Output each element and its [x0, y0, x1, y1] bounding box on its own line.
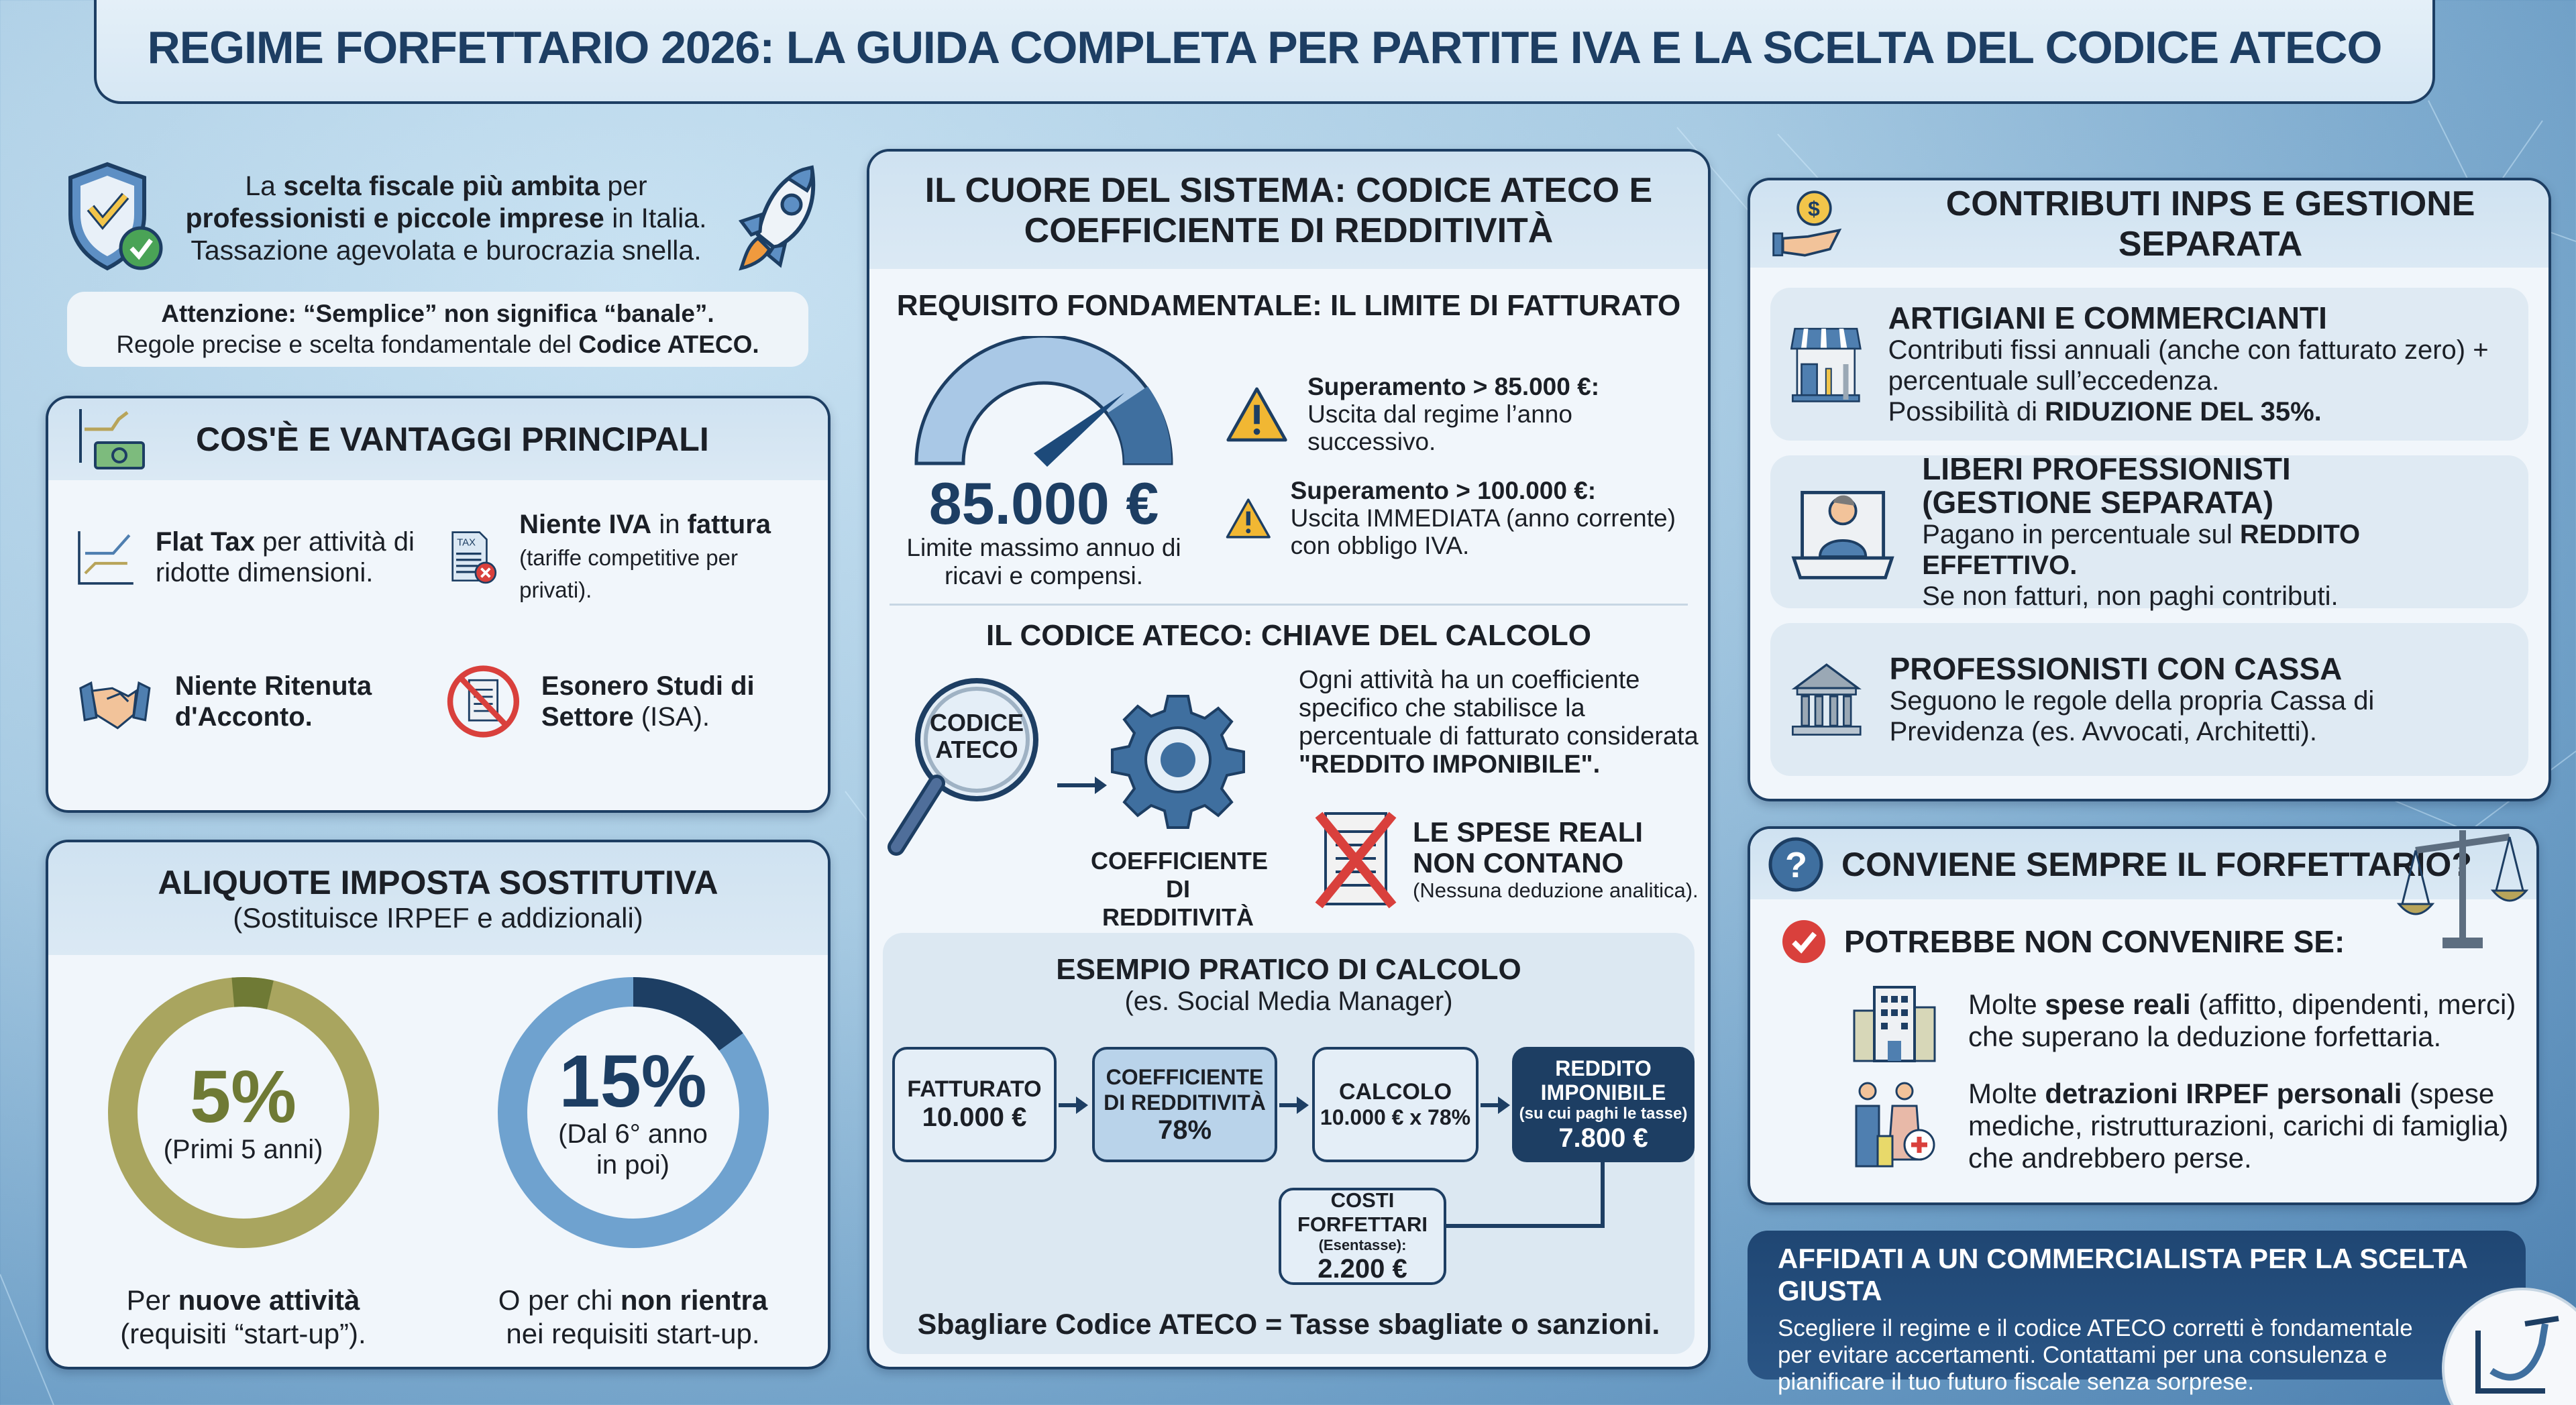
family-medical-icon	[1851, 1079, 1938, 1173]
money-chart-icon	[75, 406, 149, 473]
no-documents-icon	[445, 648, 521, 755]
example-footer: Sbagliare Codice ATECO = Tasse sbagliate o sanzioni.	[917, 1308, 1660, 1341]
convenience-item-spese: Molte spese reali (affitto, dipendenti, merci) che superano la deduzione forfettaria.	[1750, 965, 2536, 1064]
flow-coefficiente: COEFFICIENTE DI REDDITIVITÀ 78%	[1092, 1047, 1277, 1162]
institution-icon	[1790, 642, 1863, 756]
inps-professionisti-cassa: PROFESSIONISTI CON CASSA Seguono le regole della propria Cassa di Previdenza (es. Avvocati, Architetti).	[1770, 623, 2528, 776]
flow-fatturato: FATTURATO 10.000 €	[892, 1047, 1057, 1162]
ateco-title: IL CODICE ATECO: CHIAVE DEL CALCOLO	[985, 619, 1592, 652]
arrow-icon	[1481, 1103, 1507, 1107]
advantage-no-ritenuta: Niente Ritenuta d'Acconto.	[75, 648, 445, 755]
shop-tools-icon	[1790, 304, 1862, 425]
example-title: ESEMPIO PRATICO DI CALCOLO	[1056, 953, 1521, 986]
page-title: REGIME FORFETTARIO 2026: LA GUIDA COMPLETA PER PARTITE IVA E LA SCELTA DEL CODICE ATECO	[147, 21, 2382, 73]
example-subtitle: (es. Social Media Manager)	[1124, 987, 1453, 1016]
limit-section	[869, 323, 1708, 590]
limit-amount: 85.000 €	[928, 470, 1159, 537]
gauge-icon	[903, 336, 1185, 470]
convenience-item-detrazioni: Molte detrazioni IRPEF personali (spese mediche, ristrutturazioni, carichi di famiglia) che andrebbero perse.	[1750, 1064, 2536, 1174]
shield-check-icon	[64, 161, 164, 275]
intro-text: La scelta fiscale più ambita per professionisti e piccole imprese in Italia. Tassazione agevolata e burocrazia snella.	[185, 170, 707, 266]
warning-100000: Superamento > 100.000 €: Uscita IMMEDIATA (anno corrente) con obbligo IVA.	[1225, 477, 1688, 559]
svg-text:TAX: TAX	[457, 537, 476, 549]
advantages-card	[46, 396, 830, 813]
spese-note: LE SPESE REALI NON CONTANO (Nessuna deduzione analitica).	[1413, 816, 1699, 902]
connector-line	[1446, 1224, 1605, 1228]
rates-title: ALIQUOTE IMPOSTA SOSTITUTIVA	[158, 864, 718, 901]
svg-text:?: ?	[1785, 844, 1807, 885]
rates-card	[46, 840, 830, 1369]
intro-section	[64, 154, 828, 282]
svg-text:$: $	[1808, 196, 1820, 221]
gear-label: COEFFICIENTE DI REDDITIVITÀ	[1091, 847, 1269, 931]
advantage-no-isa: Esonero Studi di Settore (ISA).	[445, 648, 816, 755]
laptop-professional-icon	[1790, 478, 1895, 585]
limit-caption: Limite massimo annuo di ricavi e compensi.	[906, 534, 1181, 589]
core-title-line-1: IL CUORE DEL SISTEMA: CODICE ATECO E	[924, 170, 1653, 210]
flow-calcolo: CALCOLO 10.000 € x 78%	[1312, 1047, 1479, 1162]
crossed-receipt-icon	[1305, 808, 1406, 909]
tax-document-x-icon	[445, 507, 499, 608]
hand-coin-icon	[1770, 187, 1845, 261]
ateco-section	[869, 653, 1708, 931]
cta-banner	[1748, 1231, 2526, 1395]
inps-liberi-professionisti: LIBERI PROFESSIONISTI (GESTIONE SEPARATA) Pagano in percentuale sul REDDITO EFFETTIVO. Se non fatturi, non paghi contributi.	[1770, 455, 2528, 608]
inps-card	[1748, 178, 2551, 801]
cta-text: Scegliere il regime e il codice ATECO corretti è fondamentale per evitare accertamenti. Contattami per una consulenza e pianificare il tuo futuro fiscale senza sorprese.	[1778, 1315, 2413, 1395]
flow-reddito-imponibile: REDDITO IMPONIBILE (su cui paghi le tasse) 7.800 €	[1512, 1047, 1695, 1162]
limit-title: REQUISITO FONDAMENTALE: IL LIMITE DI FATTURATO	[896, 289, 1681, 322]
warning-icon	[1225, 488, 1272, 549]
attention-notice	[67, 292, 808, 367]
rate-5-percent: 5% (Primi 5 anni) Per nuove attività (requisiti “start-up”).	[76, 975, 411, 1351]
convenience-subtitle-row: POTREBBE NON CONVENIRE SE:	[1750, 899, 2536, 965]
brand-logo-icon	[2465, 1304, 2572, 1405]
arrow-icon	[1279, 1103, 1306, 1107]
inps-title: CONTRIBUTI INPS E GESTIONE SEPARATA	[1945, 184, 2475, 264]
flow-costi-forfettari: COSTI FORFETTARI (Esentasse): 2.200 €	[1279, 1188, 1446, 1285]
scale-icon	[2396, 826, 2530, 958]
ateco-description: Ogni attività ha un coefficiente specifico che stabilisce la percentuale di fatturato considerata "REDDITO IMPONIBILE".	[1299, 666, 1699, 779]
inps-artigiani: ARTIGIANI E COMMERCIANTI Contributi fissi annuali (anche con fatturato zero) + percentuale sull’eccedenza. Possibilità di RIDUZIONE DEL 35%.	[1770, 288, 2528, 441]
notice-line-2: Regole precise e scelta fondamentale del Codice ATECO.	[116, 331, 759, 358]
arrow-icon	[1057, 783, 1104, 787]
arrow-icon	[1059, 1103, 1085, 1107]
cta-title: AFFIDATI A UN COMMERCIALISTA PER LA SCELTA GIUSTA	[1778, 1243, 2467, 1306]
notice-line-1: Attenzione: “Semplice” non significa “banale”.	[161, 300, 714, 327]
warning-85000: Superamento > 85.000 €: Uscita dal regime l’anno successivo.	[1225, 373, 1688, 455]
gear-icon	[1111, 693, 1245, 834]
check-badge-icon	[1780, 918, 1827, 965]
advantage-no-iva: TAX Niente IVA in fattura (tariffe competitive per privati).	[445, 507, 816, 608]
magnifier-icon	[883, 673, 1044, 867]
rates-subtitle: (Sostituisce IRPEF e addizionali)	[233, 902, 643, 934]
connector-line	[1601, 1162, 1605, 1228]
flat-tax-chart-icon	[75, 507, 136, 608]
convenience-title: CONVIENE SEMPRE IL FORFETTARIO?	[1841, 845, 2472, 883]
question-icon	[1767, 836, 1825, 893]
title-banner	[94, 0, 2435, 104]
advantages-title: COS'È E VANTAGGI PRINCIPALI	[196, 420, 709, 458]
office-building-icon	[1851, 977, 1938, 1064]
advantage-flat-tax: Flat Tax per attività di ridotte dimensioni.	[75, 507, 445, 608]
core-title-line-2: COEFFICIENTE DI REDDITIVITÀ	[1024, 211, 1554, 250]
rate-15-percent: 15% (Dal 6° anno in poi) O per chi non rientra nei requisiti start-up.	[466, 975, 801, 1351]
example-section	[883, 933, 1695, 1354]
convenience-card	[1748, 826, 2539, 1205]
handshake-icon	[75, 658, 155, 745]
core-card	[867, 149, 1711, 1369]
ateco-lens-label: CODICE ATECO	[929, 709, 1024, 763]
rocket-icon	[728, 161, 828, 275]
warning-icon	[1225, 384, 1289, 445]
